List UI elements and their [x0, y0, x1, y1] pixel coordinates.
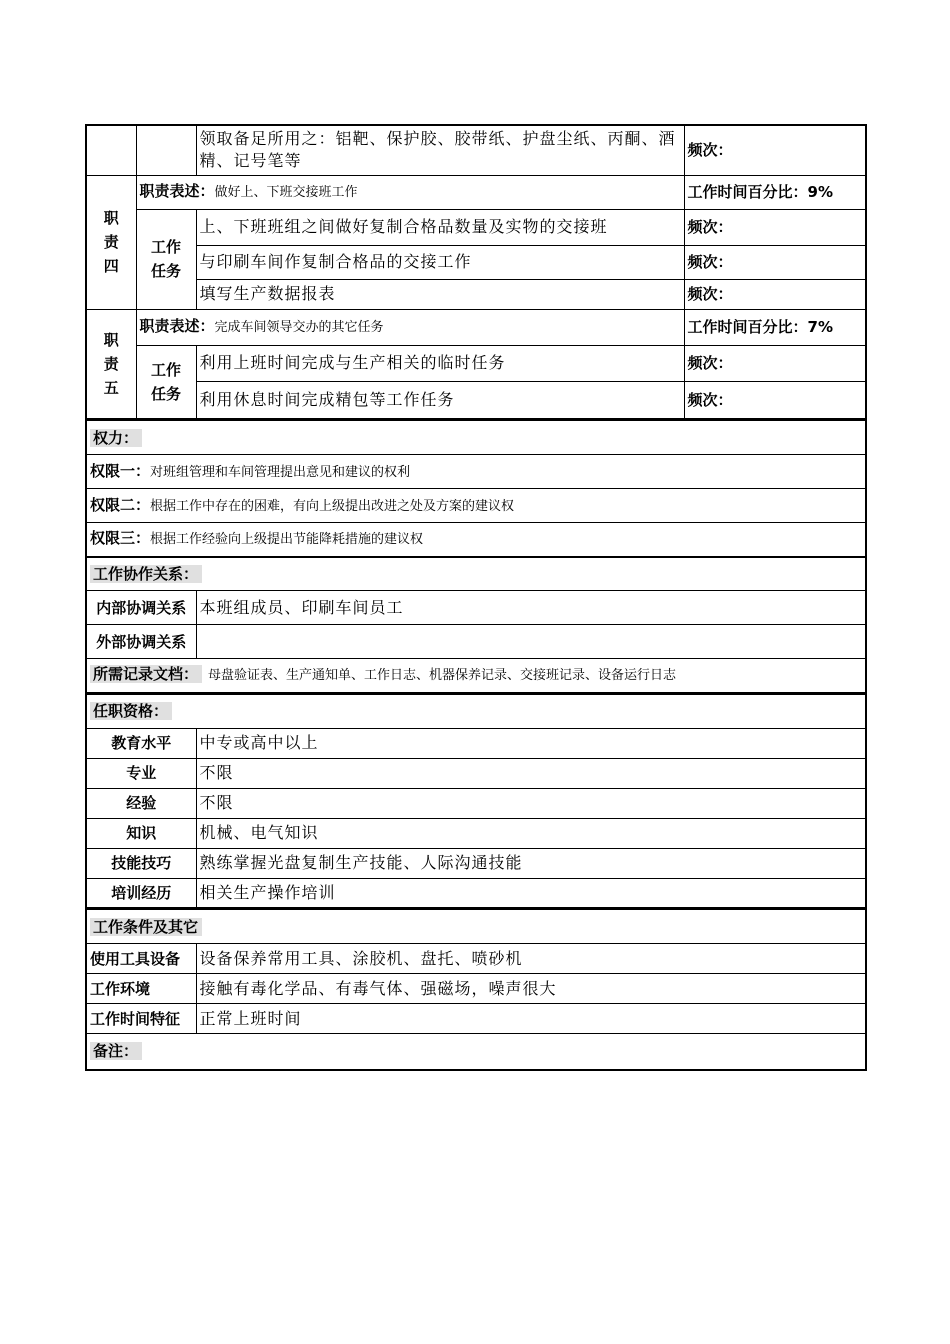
conditions-row: [86, 944, 866, 974]
conditions-table: [85, 909, 867, 1071]
qualification-table: [85, 694, 867, 910]
qualification-header-row: [86, 694, 866, 728]
frequency-label: 频次：: [684, 279, 866, 309]
duty5-label: 职责五: [86, 309, 136, 419]
external-coordination-value: [196, 625, 866, 659]
external-coordination-row: [86, 625, 866, 659]
frequency-label: 频次：: [684, 245, 866, 279]
authority-item: 权限三：根据工作经验向上级提出节能降耗措施的建议权: [86, 523, 866, 557]
qualification-value: 熟练掌握光盘复制生产技能、人际沟通技能: [196, 848, 866, 878]
duty4-description: 职责表述：做好上、下班交接班工作: [136, 175, 684, 209]
cooperation-header-row: [86, 557, 866, 591]
duties-table: [85, 124, 867, 420]
authority-item: 权限二：根据工作中存在的困难，有向上级提出改进之处及方案的建议权: [86, 489, 866, 523]
task-text: 与印刷车间作复制合格品的交接工作: [196, 245, 684, 279]
qualification-label: 培训经历: [86, 878, 196, 908]
qualification-value: 中专或高中以上: [196, 728, 866, 758]
job-description-page: [85, 124, 865, 1071]
duty5-task-row: [86, 345, 866, 381]
duty4-label: 职责四: [86, 175, 136, 309]
blank-cell: [86, 125, 136, 175]
duty5-desc-row: [86, 309, 866, 345]
duty5-time-percent: 工作时间百分比：7%: [684, 309, 866, 345]
authority-header-row: [86, 421, 866, 455]
internal-coordination-row: [86, 591, 866, 625]
conditions-value: 接触有毒化学品、有毒气体、强磁场，噪声很大: [196, 974, 866, 1004]
records-cell: 所需记录文档： 母盘验证表、生产通知单、工作日志、机器保养记录、交接班记录、设备运行日志: [86, 659, 866, 693]
duty5-task-label: 工作任务: [136, 345, 196, 419]
authority-row: [86, 455, 866, 489]
task-text: 上、下班班组之间做好复制合格品数量及实物的交接班: [196, 209, 684, 245]
duty4-task-row: [86, 279, 866, 309]
blank-cell: [136, 125, 196, 175]
qualification-value: 相关生产操作培训: [196, 878, 866, 908]
qualification-value: 不限: [196, 758, 866, 788]
conditions-label: 工作环境: [86, 974, 196, 1004]
qualification-label: 教育水平: [86, 728, 196, 758]
authority-table: [85, 420, 867, 694]
task-text: 领取备足所用之：铝靶、保护胶、胶带纸、护盘尘纸、丙酮、酒精、记号笔等: [196, 125, 684, 175]
frequency-label: 频次：: [684, 381, 866, 419]
authority-row: [86, 489, 866, 523]
qualification-value: 机械、电气知识: [196, 818, 866, 848]
task-text: 利用休息时间完成精包等工作任务: [196, 381, 684, 419]
conditions-value: 正常上班时间: [196, 1004, 866, 1034]
conditions-row: [86, 1004, 866, 1034]
qualification-row: [86, 878, 866, 908]
external-coordination-label: 外部协调关系: [86, 625, 196, 659]
duty4-time-percent: 工作时间百分比：9%: [684, 175, 866, 209]
conditions-title: 工作条件及其它: [86, 910, 866, 944]
duty5-task-row: [86, 381, 866, 419]
records-row: [86, 659, 866, 693]
conditions-header-row: [86, 910, 866, 944]
duty4-task-label: 工作任务: [136, 209, 196, 309]
qualification-title: 任职资格：: [86, 694, 866, 728]
conditions-value: 设备保养常用工具、涂胶机、盘托、喷砂机: [196, 944, 866, 974]
qualification-label: 经验: [86, 788, 196, 818]
internal-coordination-label: 内部协调关系: [86, 591, 196, 625]
conditions-row: [86, 974, 866, 1004]
task-text: 利用上班时间完成与生产相关的临时任务: [196, 345, 684, 381]
conditions-label: 使用工具设备: [86, 944, 196, 974]
qualification-row: [86, 758, 866, 788]
remarks-title: 备注：: [86, 1034, 866, 1070]
duty5-description: 职责表述：完成车间领导交办的其它任务: [136, 309, 684, 345]
conditions-label: 工作时间特征: [86, 1004, 196, 1034]
qualification-label: 技能技巧: [86, 848, 196, 878]
authority-row: [86, 523, 866, 557]
qualification-label: 专业: [86, 758, 196, 788]
frequency-label: 频次：: [684, 125, 866, 175]
duty4-task-row: [86, 209, 866, 245]
duty4-task-row: [86, 245, 866, 279]
qualification-label: 知识: [86, 818, 196, 848]
authority-item: 权限一：对班组管理和车间管理提出意见和建议的权利: [86, 455, 866, 489]
frequency-label: 频次：: [684, 209, 866, 245]
internal-coordination-value: 本班组成员、印刷车间员工: [196, 591, 866, 625]
frequency-label: 频次：: [684, 345, 866, 381]
qualification-row: [86, 788, 866, 818]
cooperation-title: 工作协作关系：: [86, 557, 866, 591]
qualification-value: 不限: [196, 788, 866, 818]
task-text: 填写生产数据报表: [196, 279, 684, 309]
duty-continued-row: [86, 125, 866, 175]
remarks-row: [86, 1034, 866, 1070]
qualification-row: [86, 818, 866, 848]
authority-title: 权力：: [86, 421, 866, 455]
qualification-row: [86, 728, 866, 758]
qualification-row: [86, 848, 866, 878]
duty4-desc-row: [86, 175, 866, 209]
